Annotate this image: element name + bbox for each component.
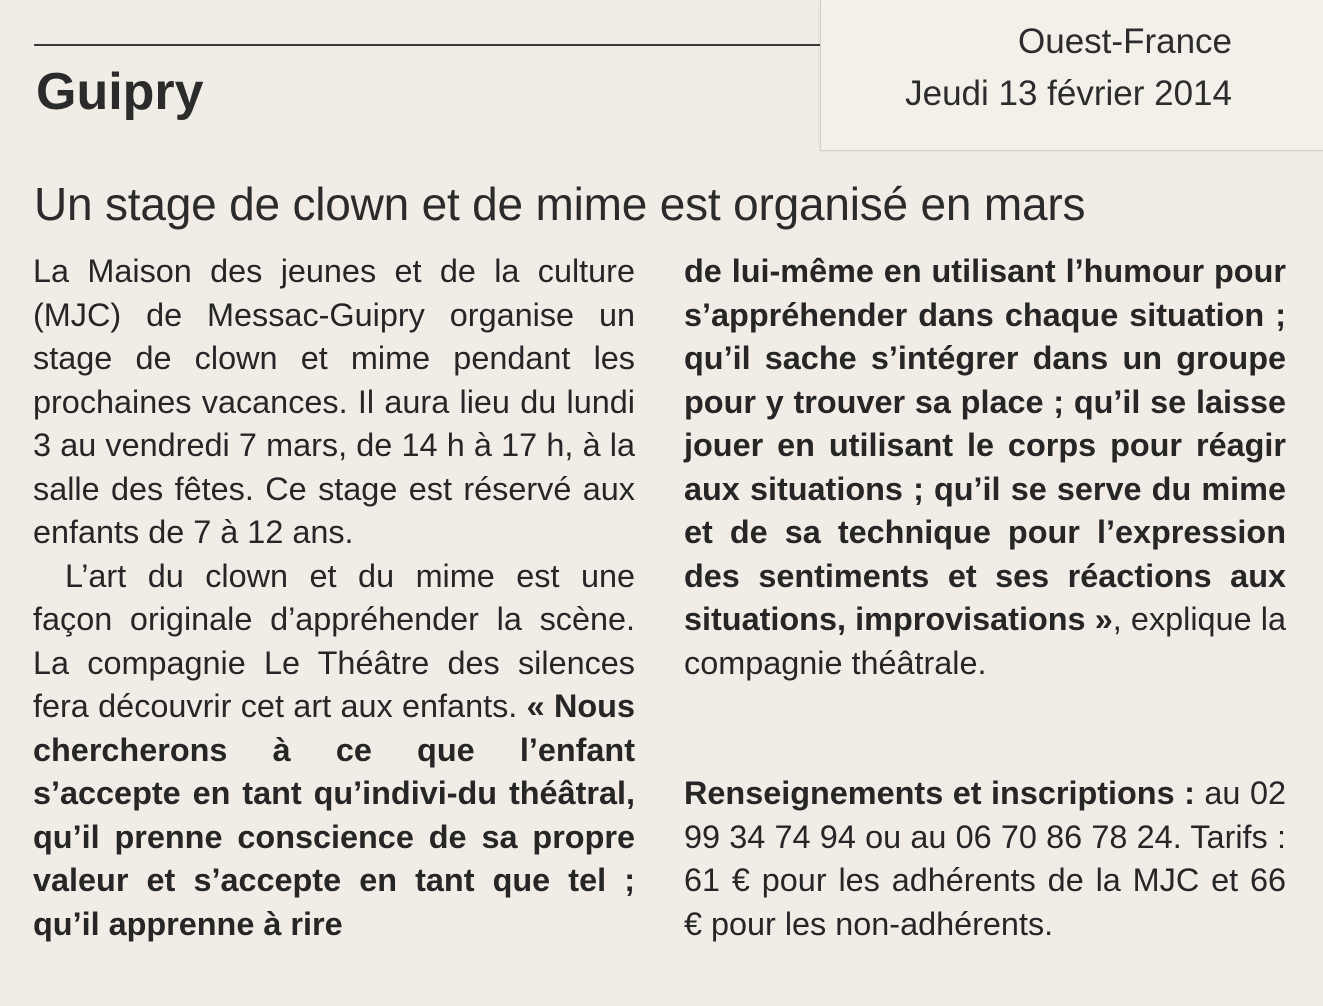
quote-text-continued: de lui-même en utilisant l’humour pour s’appréhender dans chaque situation ; qu’il sache s’intégrer dans un groupe pour y trouver sa place ; qu’il se laisse jouer en utilisant le corps pour réagir aux situations ; qu’il se serve du mime et de sa technique pour l’expression des sentiments et ses réactions aux situations, improvisations » bbox=[684, 253, 1286, 637]
section-title: Guipry bbox=[36, 63, 204, 121]
paragraph-intro: L’art du clown et du mime est une façon originale d’appréhender la scène. La compagnie Le Théâtre des silences fera découvrir cet art aux enfants. bbox=[33, 557, 635, 724]
quote-attribution: , explique la compagnie théâtrale. bbox=[684, 601, 1286, 681]
article-paragraph-continued bbox=[684, 250, 1286, 685]
article-column-left bbox=[33, 250, 635, 946]
info-label: Renseignements et inscriptions : bbox=[684, 775, 1195, 811]
info-paragraph bbox=[684, 772, 1286, 946]
section-rule bbox=[34, 44, 824, 46]
full-quote-source bbox=[0, 0, 1, 1]
newspaper-name: Ouest-France bbox=[1018, 22, 1232, 61]
info-contact: au 02 99 34 74 94 ou au 06 70 86 78 24. bbox=[684, 775, 1286, 855]
quote-text: « Nous chercherons à ce que l’enfant s’accepte en tant qu’indivi-du théâtral, qu’il prenne conscience de sa propre valeur et s’accepte en tant que tel ; qu’il apprenne à rire bbox=[33, 688, 635, 942]
article-paragraph bbox=[33, 555, 635, 947]
info-tarifs: Tarifs : 61 € pour les adhérents de la MJC et 66 € pour les non-adhérents. bbox=[684, 818, 1286, 942]
article-column-right bbox=[684, 250, 1286, 946]
publication-date: Jeudi 13 février 2014 bbox=[905, 74, 1232, 113]
article-headline: Un stage de clown et de mime est organisé en mars bbox=[34, 178, 1086, 230]
article-paragraph: La Maison des jeunes et de la culture (MJC) de Messac-Guipry organise un stage de clown et mime pendant les prochaines vacances. Il aura lieu du lundi 3 au vendredi 7 mars, de 14 h à 17 h, à la salle des fêtes. Ce stage est réservé aux enfants de 7 à 12 ans. bbox=[33, 253, 635, 550]
paragraph-spacer bbox=[684, 729, 1286, 773]
source-label bbox=[820, 0, 1323, 151]
paragraph-spacer bbox=[684, 685, 1286, 729]
